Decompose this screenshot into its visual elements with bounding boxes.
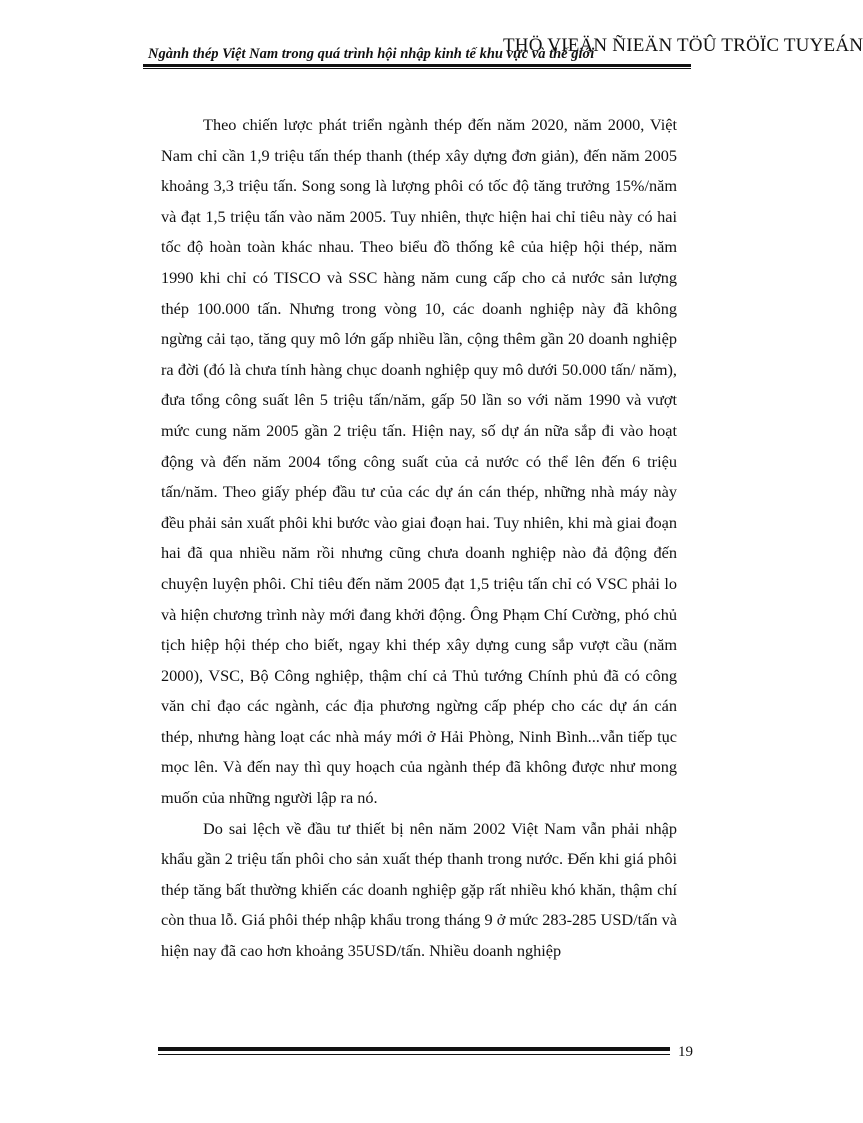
- paragraph-2: Do sai lệch về đầu tư thiết bị nên năm 2002 Việt Nam vẫn phải nhập khẩu gần 2 triệu tấn phôi cho sản xuất thép thanh trong nước. Đến khi giá phôi thép tăng bất thường khiến các doanh nghiệp gặp rất nhiều khó khăn, thậm chí còn thua lỗ. Giá phôi thép nhập khẩu trong tháng 9 ở mức 283-285 USD/tấn và hiện nay đã cao hơn khoảng 35USD/tấn. Nhiều doanh nghiệp: [161, 818, 677, 961]
- body-text: [161, 110, 677, 967]
- page-number: 19: [678, 1044, 693, 1060]
- footer-rule: [158, 1047, 670, 1051]
- header-rule: [143, 64, 691, 67]
- header-rule-thin: [143, 68, 691, 69]
- footer-rule-thin: [158, 1054, 670, 1055]
- running-header-title: Ngành thép Việt Nam trong quá trình hội nhập kinh tế khu vực và thế giới: [148, 46, 595, 62]
- paragraph-1: Theo chiến lược phát triển ngành thép đến năm 2020, năm 2000, Việt Nam chỉ cần 1,9 triệu tấn thép thanh (thép xây dựng đơn giản), đến năm 2005 khoảng 3,3 triệu tấn. Song song là lượng phôi có tốc độ tăng trưởng 15%/năm và đạt 1,5 triệu tấn vào năm 2005. Tuy nhiên, thực hiện hai chỉ tiêu này có hai tốc độ hoàn toàn khác nhau. Theo biểu đồ thống kê của hiệp hội thép, năm 1990 khi chỉ có TISCO và SSC hàng năm cung cấp cho cả nước sản lượng thép 100.000 tấn. Nhưng trong vòng 10, các doanh nghiệp này đã không ngừng cải tạo, tăng quy mô lớn gấp nhiều lần, cộng thêm gần 20 doanh nghiệp ra đời (đó là chưa tính hàng chục doanh nghiệp quy mô dưới 50.000 tấn/ năm), đưa tổng công suất lên 5 triệu tấn/năm, gấp 50 lần so với năm 1990 và vượt mức cung năm 2005 gần 2 triệu tấn. Hiện nay, số dự án nữa sắp đi vào hoạt động và đến năm 2004 tổng công suất của cả nước có thể lên đến 6 triệu tấn/năm. Theo giấy phép đầu tư của các dự án cán thép, những nhà máy này đều phải sản xuất phôi khi bước vào giai đoạn hai. Tuy nhiên, khi mà giai đoạn hai đã qua nhiều năm rồi nhưng cũng chưa doanh nghiệp nào đả động đến chuyện luyện phôi. Chỉ tiêu đến năm 2005 đạt 1,5 triệu tấn chỉ có VSC phải lo và hiện chương trình này mới đang khởi động. Ông Phạm Chí Cường, phó chủ tịch hiệp hội thép cho biết, ngay khi thép xây dựng cung sắp vượt cầu (năm 2000), VSC, Bộ Công nghiệp, thậm chí cả Thủ tướng Chính phủ đã có công văn chỉ đạo các ngành, các địa phương ngừng cấp phép cho các dự án cán thép, nhưng hàng loạt các nhà máy mới ở Hải Phòng, Ninh Bình...vẫn tiếp tục mọc lên. Và đến nay thì quy hoạch của ngành thép đã không được như mong muốn của những người lập ra nó.: [161, 115, 677, 808]
- watermark-text: THÖ VIEÄN ÑIEÄN TÖÛ TRÖÏC TUYEÁN: [503, 35, 863, 56]
